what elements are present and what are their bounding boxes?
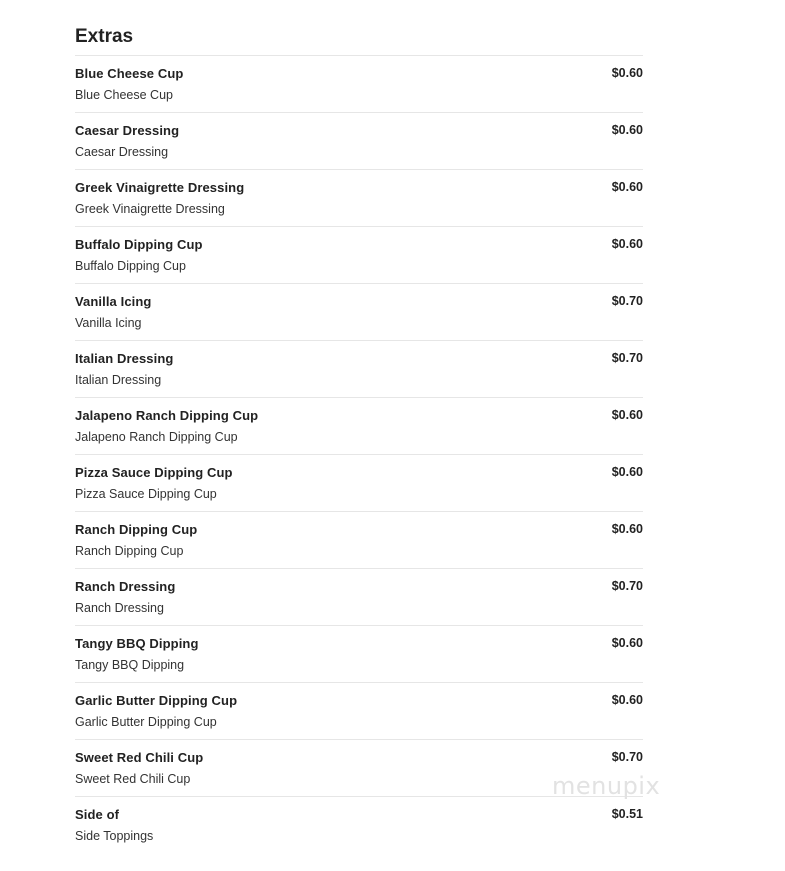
menu-item[interactable]: [75, 284, 643, 341]
item-name: Italian Dressing: [75, 351, 174, 366]
menu-item[interactable]: [75, 227, 643, 284]
item-price: $0.60: [611, 123, 643, 137]
menu-item[interactable]: [75, 56, 643, 113]
menu-item[interactable]: [75, 398, 643, 455]
item-name: Side of: [75, 807, 120, 822]
item-description: Sweet Red Chili Cup: [75, 772, 191, 786]
item-description: Blue Cheese Cup: [75, 88, 173, 102]
watermark-logo: menupix: [552, 772, 661, 800]
item-name: Blue Cheese Cup: [75, 66, 184, 81]
menu-section-extras: [75, 24, 643, 854]
item-description: Italian Dressing: [75, 373, 162, 387]
menu-item[interactable]: [75, 170, 643, 227]
item-price: $0.60: [611, 66, 643, 80]
menu-item[interactable]: [75, 797, 643, 854]
item-name: Greek Vinaigrette Dressing: [75, 180, 245, 195]
item-description: Ranch Dipping Cup: [75, 544, 184, 558]
item-price: $0.51: [611, 807, 643, 821]
menu-item[interactable]: [75, 683, 643, 740]
item-description: Tangy BBQ Dipping: [75, 658, 185, 672]
item-name: Caesar Dressing: [75, 123, 180, 138]
item-price: $0.60: [611, 180, 643, 194]
item-price: $0.60: [611, 636, 643, 650]
item-price: $0.60: [611, 693, 643, 707]
item-description: Caesar Dressing: [75, 145, 169, 159]
menu-item[interactable]: [75, 341, 643, 398]
item-description: Pizza Sauce Dipping Cup: [75, 487, 217, 501]
menu-item[interactable]: [75, 626, 643, 683]
item-name: Ranch Dipping Cup: [75, 522, 198, 537]
item-price: $0.60: [611, 237, 643, 251]
section-title: Extras: [75, 24, 643, 56]
item-name: Ranch Dressing: [75, 579, 176, 594]
item-price: $0.60: [611, 465, 643, 479]
item-name: Pizza Sauce Dipping Cup: [75, 465, 233, 480]
item-name: Vanilla Icing: [75, 294, 152, 309]
menu-item[interactable]: [75, 569, 643, 626]
item-price: $0.70: [611, 351, 643, 365]
menu-item[interactable]: [75, 455, 643, 512]
item-name: Tangy BBQ Dipping: [75, 636, 199, 651]
item-description: Buffalo Dipping Cup: [75, 259, 186, 273]
item-name: Sweet Red Chili Cup: [75, 750, 204, 765]
item-description: Garlic Butter Dipping Cup: [75, 715, 217, 729]
item-price: $0.70: [611, 294, 643, 308]
item-price: $0.70: [611, 579, 643, 593]
item-description: Side Toppings: [75, 829, 154, 843]
item-name: Buffalo Dipping Cup: [75, 237, 203, 252]
item-name: Jalapeno Ranch Dipping Cup: [75, 408, 259, 423]
item-description: Ranch Dressing: [75, 601, 164, 615]
item-name: Garlic Butter Dipping Cup: [75, 693, 238, 708]
menu-item[interactable]: [75, 512, 643, 569]
item-description: Jalapeno Ranch Dipping Cup: [75, 430, 238, 444]
menu-item[interactable]: [75, 113, 643, 170]
item-price: $0.70: [611, 750, 643, 764]
item-price: $0.60: [611, 408, 643, 422]
item-description: Vanilla Icing: [75, 316, 142, 330]
item-description: Greek Vinaigrette Dressing: [75, 202, 225, 216]
item-price: $0.60: [611, 522, 643, 536]
menu-item-list: [75, 56, 643, 854]
menu-item[interactable]: [75, 740, 643, 797]
